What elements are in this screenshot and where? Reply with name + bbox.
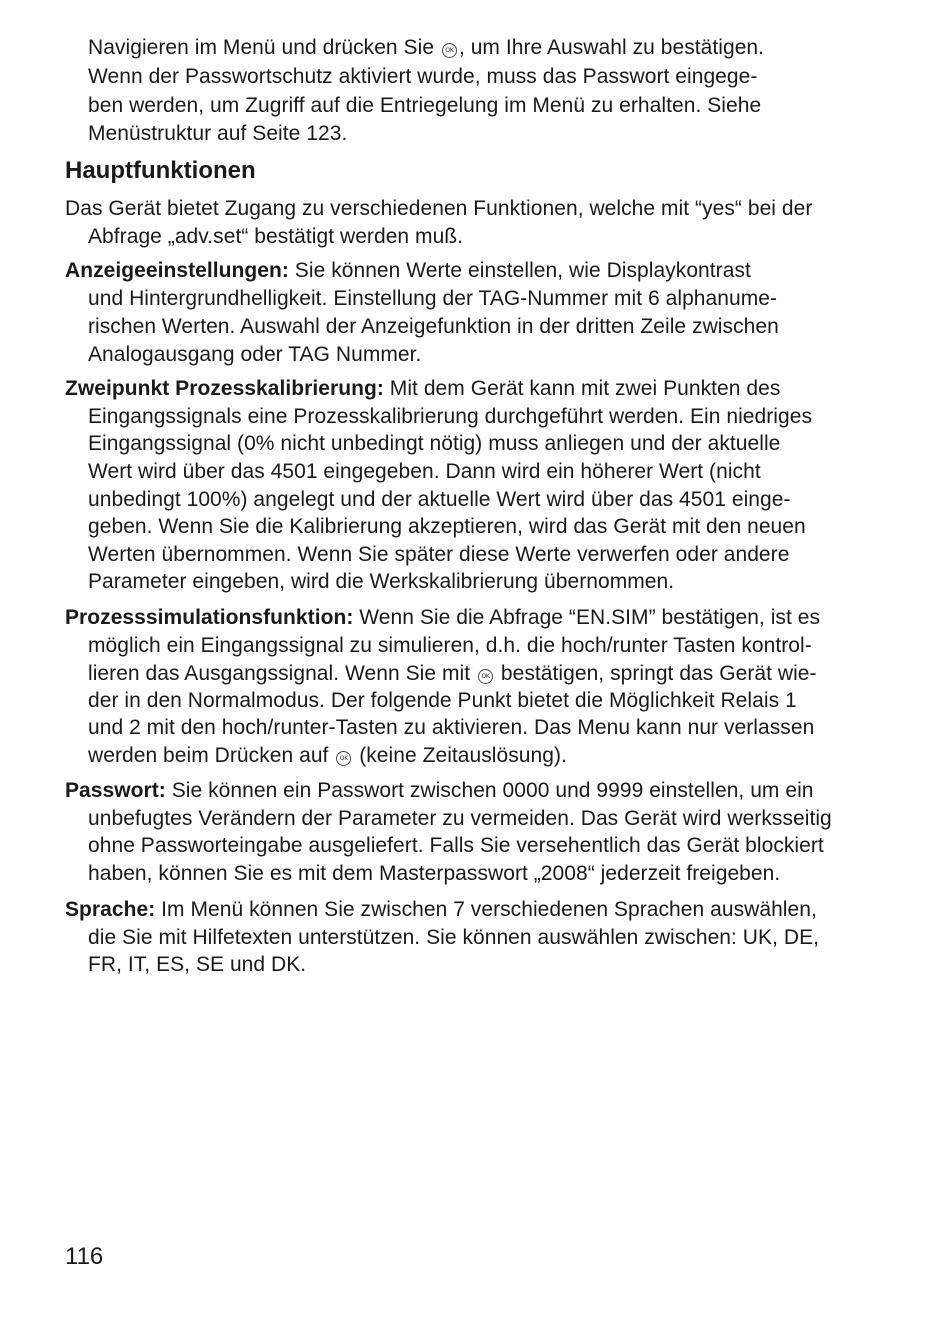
passwort-label: Passwort: [65,779,166,802]
page-number: 116 [65,1243,104,1270]
zweipunkt-line-5: unbedingt 100%) angelegt und der aktuelle Wert wird über das 4501 einge- [88,488,791,511]
sim-line-1 [65,604,820,632]
sim-line-3 [88,660,817,688]
ok-button-icon: OK [478,669,493,684]
section-heading: Hauptfunktionen [65,157,256,184]
anzeige-text: Sie können Werte einstellen, wie Displaykontrast [288,259,751,282]
passwort-line-4: haben, können Sie es mit dem Masterpasswort „2008“ jederzeit freigeben. [88,862,781,885]
intro-line-2: Wenn der Passwortschutz aktiviert wurde, muss das Passwort eingege- [88,65,758,88]
passwort-line-1 [65,777,814,805]
sim-line-4: der in den Normalmodus. Der folgende Punkt bietet die Möglichkeit Relais 1 [88,689,797,712]
sim-line-6 [88,742,567,770]
zweipunkt-line-8: Parameter eingeben, wird die Werkskalibrierung übernommen. [88,570,675,593]
zweipunkt-line-2: Eingangssignals eine Prozesskalibrierung durchgeführt werden. Ein niedriges [88,405,813,428]
sprache-line-3: FR, IT, ES, SE und DK. [88,953,307,976]
sim-text: Wenn Sie die Abfrage “EN.SIM” bestätigen, ist es [353,606,821,629]
sim-text: (keine Zeitauslösung). [353,744,567,767]
zweipunkt-line-6: geben. Wenn Sie die Kalibrierung akzeptieren, wird das Gerät mit den neuen [88,515,806,538]
zweipunkt-line-3: Eingangssignal (0% nicht unbedingt nötig) muss anliegen und der aktuelle [88,432,781,455]
passwort-text: Sie können ein Passwort zwischen 0000 und 9999 einstellen, um ein [165,779,814,802]
sprache-line-1 [65,896,817,924]
para1-line-2: Abfrage „adv.set“ bestätigt werden muß. [88,225,464,248]
sim-label: Prozesssimulationsfunktion: [65,606,354,629]
zweipunkt-line-7: Werten übernommen. Wenn Sie später diese Werte verwerfen oder andere [88,543,790,566]
sim-text: bestätigen, springt das Gerät wie- [495,662,817,685]
sim-line-5: und 2 mit den hoch/runter-Tasten zu aktivieren. Das Menu kann nur verlassen [88,716,815,739]
sim-text: werden beim Drücken auf [88,744,335,767]
anzeige-line-2: und Hintergrundhelligkeit. Einstellung der TAG-Nummer mit 6 alphanume- [88,287,778,310]
intro-line-4: Menüstruktur auf Seite 123. [88,122,348,145]
passwort-line-3: ohne Passworteingabe ausgeliefert. Falls Sie versehentlich das Gerät blockiert [88,834,824,857]
sim-text: lieren das Ausgangssignal. Wenn Sie mit [88,662,476,685]
intro-line-3: ben werden, um Zugriff auf die Entriegelung im Menü zu erhalten. Siehe [88,94,762,117]
zweipunkt-line-4: Wert wird über das 4501 eingegeben. Dann wird ein höherer Wert (nicht [88,460,761,483]
intro-text: , um Ihre Auswahl zu bestätigen. [458,36,765,59]
intro-text: Navigieren im Menü und drücken Sie [88,36,440,59]
sprache-text: Im Menü können Sie zwischen 7 verschiedenen Sprachen auswählen, [155,898,817,921]
ok-button-icon: OK [336,751,351,766]
sprache-line-2: die Sie mit Hilfetexten unterstützen. Sie können auswählen zwischen: UK, DE, [88,926,820,949]
zweipunkt-label: Zweipunkt Prozesskalibrierung: [65,377,384,400]
sim-line-2: möglich ein Eingangssignal zu simulieren, d.h. die hoch/runter Tasten kontrol- [88,634,812,657]
anzeige-label: Anzeigeeinstellungen: [65,259,289,282]
anzeige-line-1 [65,257,751,285]
zweipunkt-line-1 [65,375,780,403]
zweipunkt-text: Mit dem Gerät kann mit zwei Punkten des [383,377,781,400]
sprache-label: Sprache: [65,898,156,921]
anzeige-line-4: Analogausgang oder TAG Nummer. [88,343,422,366]
ok-button-icon: OK [442,43,457,58]
passwort-line-2: unbefugtes Verändern der Parameter zu vermeiden. Das Gerät wird werksseitig [88,807,832,830]
para1-line-1: Das Gerät bietet Zugang zu verschiedenen Funktionen, welche mit “yes“ bei der [65,197,813,220]
intro-line-1 [88,34,764,62]
anzeige-line-3: rischen Werten. Auswahl der Anzeigefunktion in der dritten Zeile zwischen [88,315,779,338]
